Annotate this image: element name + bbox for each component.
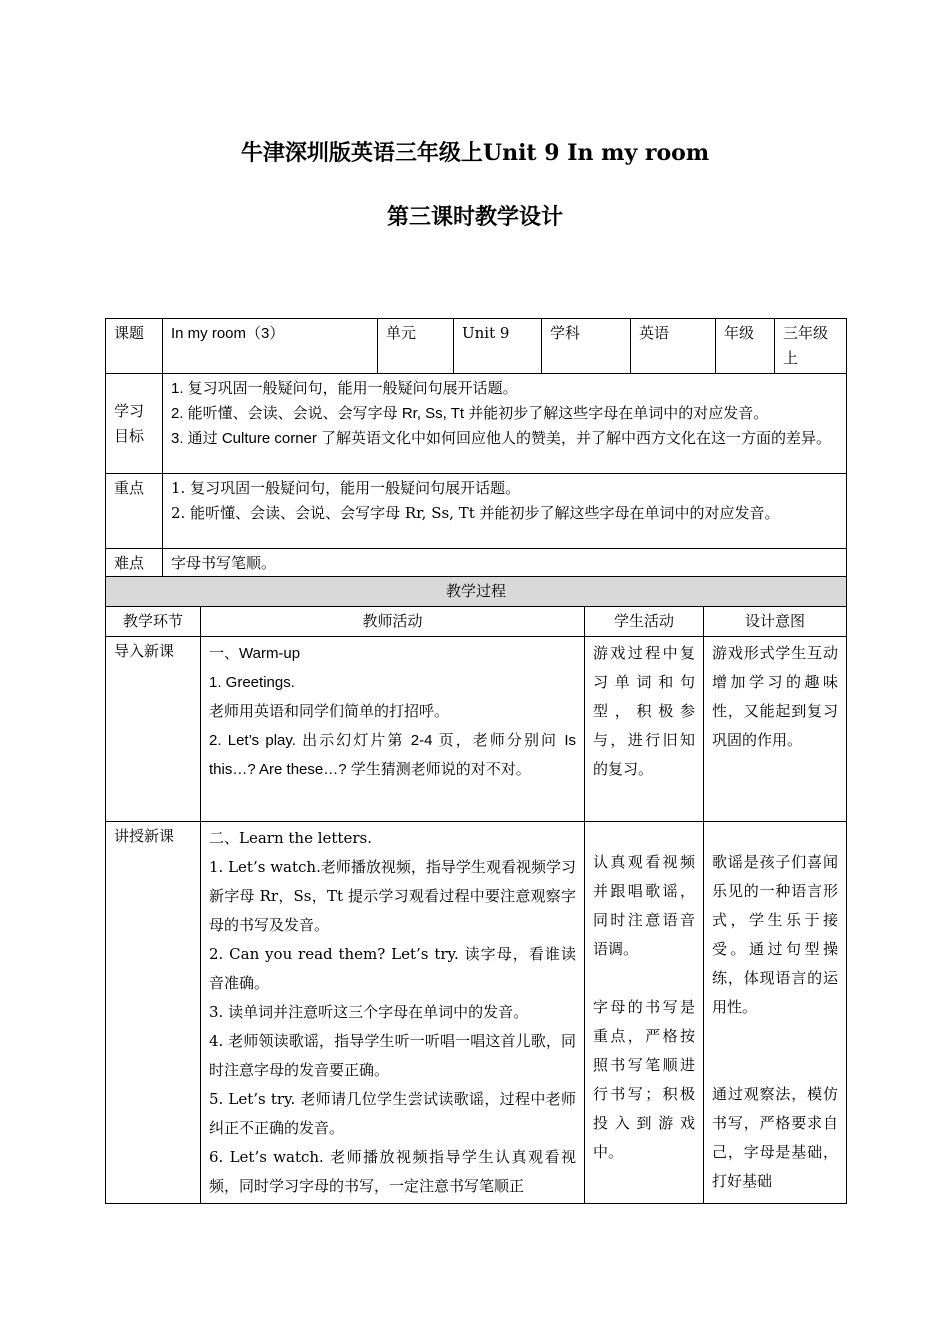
topic-value: In my room（3） — [163, 319, 378, 374]
design-intent — [704, 822, 847, 1204]
activity-line: 6. Let’s watch. 老师播放视频指导学生认真观看视频，同时学习字母的书写，一定注意书写笔顺正 — [209, 1148, 576, 1195]
stage-label: 导入新课 — [106, 637, 201, 822]
teaching-process-table — [105, 576, 847, 1204]
activity-line: 游戏形式学生互动增加学习的趣味性，又能起到复习巩固的作用。 — [712, 644, 839, 749]
activity-line: 歌谣是孩子们喜闻乐见的一种语言形式，学生乐于接受。通过句型操练，体现语言的运用性。 — [712, 853, 839, 1016]
difficulty-value: 字母书写笔顺。 — [163, 549, 847, 581]
key-item: 1. 复习巩固一般疑问句，能用一般疑问句展开话题。 — [171, 479, 521, 497]
column-header: 教学环节 — [106, 607, 201, 637]
activity-line: 4. 老师领读歌谣，指导学生听一听唱一唱这首儿歌，同时注意字母的发音要正确。 — [209, 1032, 576, 1079]
column-header: 设计意图 — [704, 607, 847, 637]
goals-label: 学习目标 — [106, 374, 163, 474]
subject-value: 英语 — [631, 319, 716, 374]
unit-value: Unit 9 — [454, 319, 542, 374]
activity-line: 5. Let’s try. 老师请几位学生尝试读歌谣，过程中老师纠正不正确的发音。 — [209, 1090, 576, 1137]
activity-line: 通过观察法，模仿书写，严格要求自己，字母是基础，打好基础 — [712, 1085, 839, 1190]
goal-item: 2. 能听懂、会读、会说、会写字母 Rr, Ss, Tt 并能初步了解这些字母在单词中的对应发音。 — [171, 405, 769, 422]
topic-label: 课题 — [106, 319, 163, 374]
activity-line: 游戏过程中复习单词和句型，积极参与，进行旧知的复习。 — [593, 644, 695, 778]
teacher-activity — [201, 637, 585, 822]
difficulty-label: 难点 — [106, 549, 163, 581]
activity-line: 3. 读单词并注意听这三个字母在单词中的发音。 — [209, 1003, 529, 1021]
subject-label: 学科 — [542, 319, 631, 374]
activity-line: 2. Let’s play. 出示幻灯片第 2-4 页，老师分别问 Is this…? Are these…? 学生猜测老师说的对不对。 — [209, 732, 576, 778]
column-header: 学生活动 — [585, 607, 704, 637]
lesson-info-table — [105, 318, 847, 581]
process-heading: 教学过程 — [106, 577, 847, 607]
key-content — [163, 474, 847, 549]
unit-label: 单元 — [378, 319, 454, 374]
teacher-activity — [201, 822, 585, 1204]
key-item: 2. 能听懂、会读、会说、会写字母 Rr, Ss, Tt 并能初步了解这些字母在单词中的对应发音。 — [171, 504, 780, 522]
activity-line: 1. Greetings. — [209, 674, 295, 691]
key-label: 重点 — [106, 474, 163, 549]
student-activity — [585, 637, 704, 822]
activity-line: 1. Let’s watch.老师播放视频，指导学生观看视频学习新字母 Rr，Ss，Tt 提示学习观看过程中要注意观察字母的书写及发音。 — [209, 858, 576, 934]
activity-line: 认真观看视频并跟唱歌谣，同时注意语音语调。 — [593, 853, 695, 958]
goal-item: 1. 复习巩固一般疑问句，能用一般疑问句展开话题。 — [171, 380, 518, 397]
grade-value: 三年级上 — [775, 319, 847, 374]
activity-line: 二、Learn the letters. — [209, 829, 372, 847]
activity-line: 2. Can you read them? Let’s try. 读字母，看谁读音准确。 — [209, 945, 576, 992]
grade-label: 年级 — [716, 319, 775, 374]
activity-line: 老师用英语和同学们简单的打招呼。 — [209, 703, 450, 720]
student-activity — [585, 822, 704, 1204]
activity-line: 一、Warm-up — [209, 645, 301, 662]
document-subtitle: 第三课时教学设计 — [386, 204, 563, 230]
activity-line: 字母的书写是重点，严格按照书写笔顺进行书写；积极投入到游戏中。 — [593, 998, 695, 1161]
design-intent — [704, 637, 847, 822]
column-header: 教师活动 — [201, 607, 585, 637]
table-row — [106, 822, 847, 1204]
document-title: 牛津深圳版英语三年级上Unit 9 In my room — [240, 140, 710, 166]
goals-content — [163, 374, 847, 474]
stage-label: 讲授新课 — [106, 822, 201, 1204]
goal-item: 3. 通过 Culture corner 了解英语文化中如何回应他人的赞美，并了解中西方文化在这一方面的差异。 — [171, 430, 832, 447]
table-row — [106, 637, 847, 822]
